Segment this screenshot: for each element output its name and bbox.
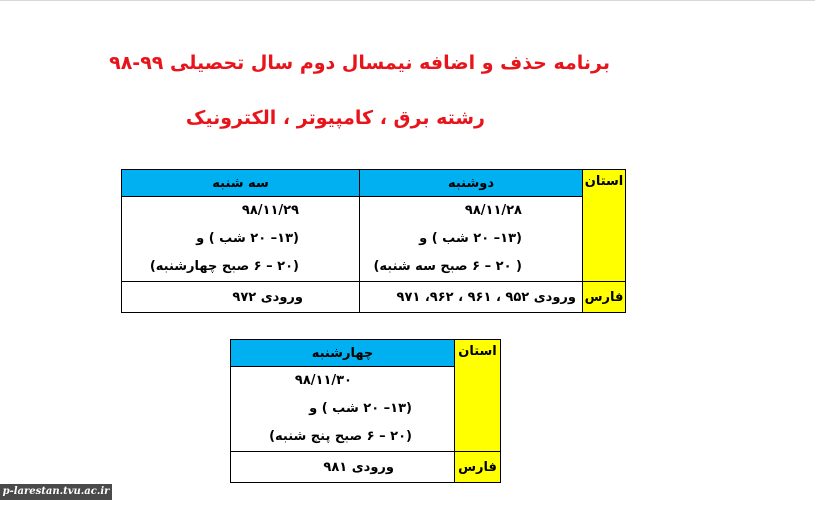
time-range-text: ( ۲۰ – ۶ صبح سه شنبه): [373, 259, 522, 274]
entry-cell-monday: ورودی ۹۵۲ ، ۹۶۱ ، ۹۶۲، ۹۷۱: [360, 282, 583, 313]
time-range-text: (۱۳– ۲۰ شب ) و: [419, 231, 522, 246]
table-row: [122, 197, 626, 282]
day-header-tuesday: سه شنبه: [122, 170, 360, 197]
time-range-text: (۲۰ – ۶ صبح چهارشنبه): [149, 259, 299, 274]
province-name: فارس: [455, 452, 501, 483]
top-rule: [0, 0, 815, 1]
date-text: ۹۸/۱۱/۲۹: [241, 203, 299, 218]
date-text: ۹۸/۱۱/۲۸: [464, 203, 522, 218]
table-row: [122, 282, 626, 313]
time-range-text: (۱۳– ۲۰ شب ) و: [196, 231, 299, 246]
schedule-cell-tuesday: [122, 197, 360, 282]
page-title: برنامه حذف و اضافه نیمسال دوم سال تحصیلی ۹۹-۹۸: [109, 52, 610, 74]
date-text: ۹۸/۱۱/۳۰: [294, 373, 352, 388]
province-name: فارس: [583, 282, 626, 313]
schedule-cell-wednesday: [231, 367, 455, 452]
table-row: [231, 452, 501, 483]
table-header-row: [231, 340, 501, 367]
time-range-text: (۱۳– ۲۰ شب ) و: [309, 401, 412, 416]
entry-cell-tuesday: ورودی ۹۷۲: [122, 282, 360, 313]
page-subtitle: رشته برق ، کامپیوتر ، الکترونیک: [185, 107, 485, 129]
entry-cell-wednesday: ورودی ۹۸۱: [231, 452, 455, 483]
table-header-row: [122, 170, 626, 197]
site-watermark: p-larestan.tvu.ac.ir: [0, 484, 112, 500]
schedule-table-2: [230, 339, 501, 483]
day-header-wednesday: چهارشنبه: [231, 340, 455, 367]
province-header: استان: [583, 170, 626, 282]
schedule-table-1: [121, 169, 626, 313]
day-header-monday: دوشنبه: [360, 170, 583, 197]
time-range-text: (۲۰ – ۶ صبح پنج شنبه): [269, 429, 412, 444]
schedule-cell-monday: [360, 197, 583, 282]
province-header: استان: [455, 340, 501, 452]
